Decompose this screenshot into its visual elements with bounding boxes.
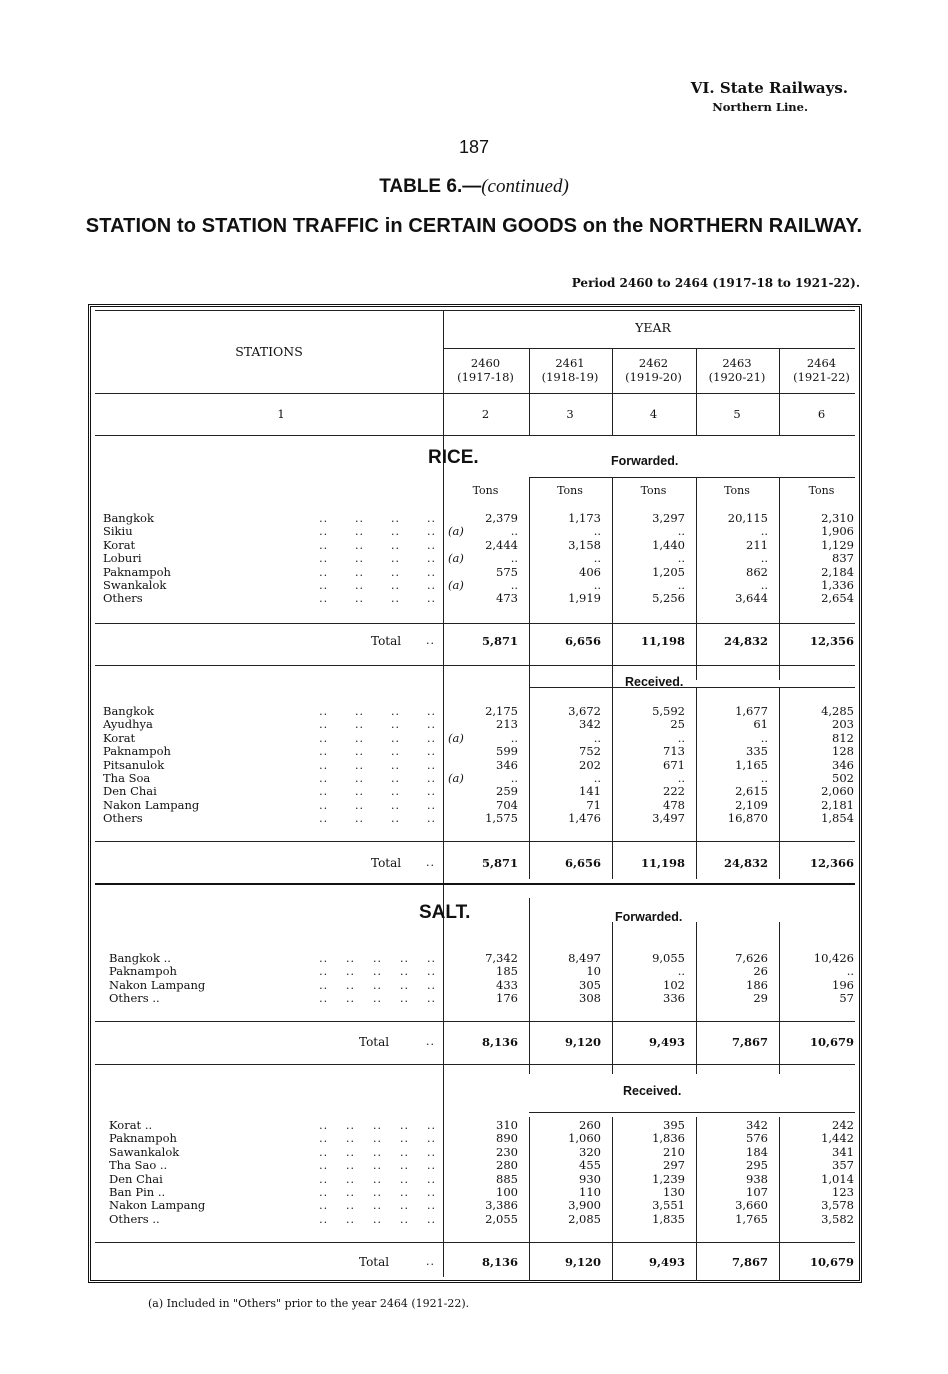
- station-name: Others ..: [109, 1211, 160, 1226]
- value-cell: 213: [496, 717, 518, 732]
- total-cell: 24,832: [723, 856, 768, 870]
- value-cell: 1,239: [652, 1171, 685, 1186]
- year-label: 2460: [470, 356, 501, 370]
- value-cell: 713: [663, 744, 685, 759]
- value-cell: ..: [846, 964, 854, 979]
- value-cell: 210: [663, 1144, 685, 1159]
- station-name: Others ..: [109, 991, 160, 1006]
- total-cell: 24,832: [723, 634, 768, 648]
- value-cell: 1,173: [568, 511, 601, 525]
- value-cell: 25: [670, 717, 685, 732]
- leader-dots: .. .. .. ..: [319, 745, 436, 759]
- total-cell: 9,120: [564, 1255, 601, 1269]
- value-cell: 1,205: [652, 564, 685, 579]
- value-cell: 862: [746, 564, 768, 579]
- value-cell: 576: [746, 1131, 768, 1146]
- value-cell: 890: [496, 1131, 518, 1146]
- note-marker: (a): [448, 771, 464, 785]
- station-name: Bangkok: [103, 511, 154, 525]
- value-cell: 2,175: [485, 704, 518, 718]
- station-name: Den Chai: [109, 1171, 163, 1186]
- value-cell: 3,582: [821, 1211, 854, 1226]
- value-cell: ..: [677, 730, 685, 745]
- value-cell: ..: [760, 730, 768, 745]
- total-cell: 8,136: [481, 1035, 518, 1049]
- value-cell: ..: [593, 578, 601, 592]
- year-label: 2463: [722, 356, 752, 370]
- value-cell: 305: [579, 977, 601, 992]
- value-cell: ..: [760, 551, 768, 566]
- footnote: (a) Included in "Others" prior to the year 2464 (1921-22).: [148, 1297, 470, 1310]
- salt-forwarded-label: Forwarded.: [615, 910, 683, 924]
- leader-dots: .. .. .. .. ..: [319, 1212, 436, 1226]
- value-cell: ..: [593, 524, 601, 539]
- leader-dots: .. .. .. .. ..: [319, 1172, 436, 1186]
- value-cell: 57: [839, 991, 854, 1006]
- value-cell: 5,256: [652, 591, 685, 606]
- column-number: 1: [277, 407, 285, 421]
- total-cell: 11,198: [640, 856, 685, 870]
- station-name: Nakon Lampang: [103, 797, 200, 812]
- value-cell: ..: [510, 771, 518, 785]
- station-name: Ban Pin ..: [109, 1185, 166, 1199]
- value-cell: 1,476: [568, 811, 601, 826]
- value-cell: 259: [496, 784, 518, 799]
- value-cell: 16,870: [727, 811, 768, 826]
- value-cell: 2,310: [821, 511, 854, 525]
- value-cell: 342: [746, 1118, 768, 1132]
- value-cell: 3,672: [568, 704, 601, 718]
- year-ad-label: (1921-22): [793, 370, 850, 384]
- year-header: YEAR: [635, 320, 671, 335]
- value-cell: 242: [832, 1118, 854, 1132]
- value-cell: 176: [496, 991, 518, 1006]
- value-cell: 2,181: [821, 797, 854, 812]
- period-label: Period 2460 to 2464 (1917-18 to 1921-22).: [571, 276, 860, 290]
- leader-dots: .. .. .. .. ..: [319, 1186, 436, 1199]
- leader-dots: .. .. .. ..: [319, 772, 436, 785]
- value-cell: 185: [496, 964, 518, 979]
- value-cell: 3,578: [821, 1198, 854, 1213]
- total-label: Total: [359, 1255, 390, 1269]
- value-cell: 141: [579, 784, 601, 799]
- total-cell: 6,656: [564, 856, 601, 870]
- value-cell: 7,342: [485, 951, 518, 965]
- value-cell: 599: [496, 744, 518, 759]
- total-cell: 9,493: [648, 1255, 685, 1269]
- value-cell: ..: [677, 578, 685, 592]
- value-cell: 812: [832, 730, 854, 745]
- salt-received-label: Received.: [623, 1084, 682, 1098]
- leader-dots: .. .. .. ..: [319, 565, 436, 579]
- value-cell: 5,592: [652, 704, 685, 718]
- value-cell: 1,014: [821, 1171, 854, 1186]
- value-cell: 2,109: [735, 797, 768, 812]
- year-ad-label: (1920-21): [708, 370, 766, 384]
- value-cell: 1,854: [821, 811, 854, 826]
- value-cell: 4,285: [821, 704, 854, 718]
- station-name: Tha Sao ..: [109, 1158, 168, 1173]
- value-cell: 346: [496, 757, 518, 772]
- value-cell: 930: [579, 1171, 601, 1186]
- year-ad-label: (1919-20): [625, 370, 682, 384]
- value-cell: 357: [832, 1158, 854, 1173]
- value-cell: ..: [593, 730, 601, 745]
- leader-dots: .. .. .. ..: [319, 812, 436, 826]
- value-cell: 575: [496, 564, 518, 579]
- value-cell: ..: [677, 551, 685, 566]
- column-number: 6: [817, 407, 826, 421]
- leader-dots: .. .. .. ..: [319, 705, 436, 718]
- value-cell: 346: [832, 757, 854, 772]
- value-cell: 938: [746, 1171, 768, 1186]
- note-marker: (a): [448, 524, 464, 539]
- value-cell: 196: [832, 977, 854, 992]
- note-marker: (a): [448, 730, 464, 745]
- leader-dots: ..: [426, 856, 435, 869]
- value-cell: 3,660: [735, 1198, 768, 1213]
- line-subheading: Northern Line.: [712, 100, 808, 114]
- value-cell: 230: [496, 1144, 518, 1159]
- value-cell: 2,654: [821, 591, 854, 606]
- note-marker: (a): [448, 578, 464, 592]
- column-number: 2: [481, 407, 490, 421]
- value-cell: 2,615: [735, 784, 768, 799]
- leader-dots: .. .. .. ..: [319, 538, 436, 552]
- value-cell: ..: [510, 551, 518, 566]
- total-cell: 12,366: [809, 856, 854, 870]
- value-cell: 342: [579, 717, 601, 732]
- year-label: 2464: [806, 356, 837, 370]
- value-cell: 1,575: [485, 811, 518, 826]
- station-name: Tha Soa: [103, 771, 151, 785]
- value-cell: 406: [579, 564, 601, 579]
- value-cell: 341: [832, 1144, 854, 1159]
- value-cell: 3,551: [652, 1198, 685, 1213]
- value-cell: 310: [496, 1118, 518, 1132]
- value-cell: 20,115: [727, 511, 768, 525]
- leader-dots: .. .. .. .. ..: [319, 978, 436, 992]
- total-cell: 12,356: [809, 634, 854, 648]
- total-label: Total: [359, 1035, 390, 1049]
- value-cell: ..: [760, 524, 768, 539]
- value-cell: 297: [663, 1158, 685, 1173]
- leader-dots: .. .. .. ..: [319, 731, 436, 745]
- year-ad-label: (1918-19): [541, 370, 599, 384]
- value-cell: 752: [579, 744, 601, 759]
- value-cell: ..: [677, 964, 685, 979]
- year-label: 2461: [555, 356, 585, 370]
- value-cell: 202: [579, 757, 601, 772]
- value-cell: 280: [496, 1158, 518, 1173]
- value-cell: 295: [746, 1158, 768, 1173]
- station-name: Nakon Lampang: [109, 977, 206, 992]
- value-cell: 1,060: [568, 1131, 601, 1146]
- value-cell: 1,165: [735, 757, 768, 772]
- value-cell: 1,906: [821, 524, 854, 539]
- page-number: 187: [458, 137, 490, 157]
- total-cell: 7,867: [731, 1035, 768, 1049]
- total-label: Total: [371, 634, 402, 648]
- leader-dots: .. .. .. .. ..: [319, 965, 436, 979]
- value-cell: ..: [593, 551, 601, 566]
- unit-label: Tons: [557, 484, 583, 497]
- total-cell: 10,679: [809, 1035, 854, 1049]
- value-cell: 3,644: [735, 591, 768, 606]
- station-name: Paknampoh: [109, 1131, 177, 1146]
- value-cell: 1,442: [821, 1131, 854, 1146]
- total-cell: 5,871: [481, 634, 518, 648]
- value-cell: ..: [760, 771, 768, 785]
- value-cell: 184: [746, 1144, 768, 1159]
- value-cell: 7,626: [735, 951, 768, 965]
- value-cell: 61: [753, 717, 768, 732]
- station-name: Den Chai: [103, 784, 157, 799]
- value-cell: 203: [832, 717, 854, 732]
- leader-dots: ..: [426, 1035, 435, 1048]
- column-number: 4: [649, 407, 658, 421]
- value-cell: ..: [593, 771, 601, 785]
- value-cell: 130: [663, 1185, 685, 1199]
- value-cell: 10,426: [813, 951, 854, 965]
- value-cell: ..: [510, 730, 518, 745]
- station-name: Korat: [103, 537, 136, 552]
- total-cell: 11,198: [640, 634, 685, 648]
- value-cell: 885: [496, 1171, 518, 1186]
- station-name: Swankalok: [103, 578, 167, 592]
- value-cell: 3,386: [485, 1198, 518, 1213]
- value-cell: 2,379: [485, 511, 518, 525]
- leader-dots: .. .. .. ..: [319, 579, 436, 592]
- value-cell: 837: [832, 551, 854, 566]
- value-cell: 1,765: [735, 1211, 768, 1226]
- value-cell: 3,900: [568, 1198, 601, 1213]
- main-title: STATION to STATION TRAFFIC in CERTAIN GOODS on the NORTHERN RAILWAY.: [85, 215, 863, 237]
- value-cell: 3,497: [652, 811, 685, 826]
- leader-dots: .. .. .. ..: [319, 785, 436, 799]
- value-cell: 502: [832, 771, 854, 785]
- section-heading: VI. State Railways.: [690, 79, 848, 97]
- column-number: 3: [566, 407, 574, 421]
- leader-dots: .. .. .. .. ..: [319, 1199, 436, 1213]
- column-number: 5: [733, 407, 741, 421]
- value-cell: 222: [663, 784, 685, 799]
- value-cell: 308: [579, 991, 601, 1006]
- value-cell: 2,055: [485, 1211, 518, 1226]
- leader-dots: .. .. .. .. ..: [319, 1159, 436, 1173]
- station-name: Others: [103, 591, 143, 606]
- value-cell: 1,677: [735, 704, 768, 718]
- leader-dots: .. .. .. .. ..: [319, 1132, 436, 1146]
- year-label: 2462: [638, 356, 669, 370]
- value-cell: 2,444: [485, 537, 518, 552]
- total-cell: 10,679: [809, 1255, 854, 1269]
- value-cell: 1,836: [652, 1131, 685, 1146]
- leader-dots: .. .. .. ..: [319, 525, 436, 539]
- value-cell: ..: [510, 578, 518, 592]
- station-name: Korat ..: [109, 1118, 153, 1132]
- leader-dots: .. .. .. .. ..: [319, 1119, 436, 1132]
- total-cell: 9,493: [648, 1035, 685, 1049]
- value-cell: 102: [663, 977, 685, 992]
- stations-header: STATIONS: [235, 344, 303, 359]
- leader-dots: ..: [426, 634, 435, 647]
- value-cell: 26: [753, 964, 768, 979]
- station-name: Korat: [103, 730, 136, 745]
- value-cell: 128: [832, 744, 854, 759]
- value-cell: 433: [496, 977, 518, 992]
- value-cell: 260: [579, 1118, 601, 1132]
- value-cell: 211: [746, 537, 768, 552]
- value-cell: 1,129: [821, 537, 854, 552]
- station-name: Ayudhya: [103, 717, 153, 732]
- total-cell: 5,871: [481, 856, 518, 870]
- value-cell: 100: [496, 1185, 518, 1199]
- total-cell: 6,656: [564, 634, 601, 648]
- value-cell: 671: [663, 757, 685, 772]
- station-name: Sawankalok: [109, 1144, 180, 1159]
- leader-dots: .. .. .. ..: [319, 758, 436, 772]
- station-name: Bangkok: [103, 704, 154, 718]
- value-cell: 704: [496, 797, 518, 812]
- value-cell: 1,336: [821, 578, 854, 592]
- value-cell: 2,184: [821, 564, 854, 579]
- leader-dots: .. .. .. .. ..: [319, 992, 436, 1006]
- total-label: Total: [371, 856, 402, 870]
- value-cell: 110: [579, 1185, 601, 1199]
- leader-dots: ..: [426, 1255, 435, 1268]
- value-cell: 3,297: [652, 511, 685, 525]
- value-cell: 2,085: [568, 1211, 601, 1226]
- total-cell: 9,120: [564, 1035, 601, 1049]
- value-cell: 335: [746, 744, 768, 759]
- value-cell: 473: [496, 591, 518, 606]
- value-cell: 186: [746, 977, 768, 992]
- value-cell: 395: [663, 1118, 685, 1132]
- unit-label: Tons: [724, 484, 750, 497]
- station-name: Paknampoh: [103, 744, 171, 759]
- value-cell: 29: [753, 991, 768, 1006]
- value-cell: ..: [510, 524, 518, 539]
- leader-dots: .. .. .. ..: [319, 592, 436, 606]
- table-title: [0, 176, 948, 198]
- value-cell: 9,055: [652, 951, 685, 965]
- station-name: Paknampoh: [103, 564, 171, 579]
- leader-dots: .. .. .. .. ..: [319, 952, 436, 965]
- value-cell: 455: [579, 1158, 601, 1173]
- value-cell: 478: [663, 797, 685, 812]
- leader-dots: .. .. .. .. ..: [319, 1145, 436, 1159]
- value-cell: 1,919: [568, 591, 601, 606]
- value-cell: 336: [663, 991, 685, 1006]
- rice-title: RICE.: [428, 447, 479, 468]
- table-title-continued: (continued): [481, 176, 569, 197]
- value-cell: 2,060: [821, 784, 854, 799]
- leader-dots: .. .. .. ..: [319, 798, 436, 812]
- rice-received-label: Received.: [625, 675, 684, 689]
- unit-label: Tons: [640, 484, 667, 497]
- total-cell: 8,136: [481, 1255, 518, 1269]
- station-name: Bangkok ..: [109, 951, 171, 965]
- station-name: Paknampoh: [109, 964, 177, 979]
- total-cell: 7,867: [731, 1255, 768, 1269]
- unit-label: Tons: [472, 484, 499, 497]
- leader-dots: .. .. .. ..: [319, 512, 436, 525]
- station-name: Others: [103, 811, 143, 826]
- leader-dots: .. .. .. ..: [319, 718, 436, 732]
- value-cell: 8,497: [568, 951, 601, 965]
- value-cell: 10: [586, 964, 601, 979]
- year-ad-label: (1917-18): [457, 370, 514, 384]
- station-name: Sikiu: [103, 524, 133, 539]
- table-title-main: TABLE 6.—: [379, 176, 482, 197]
- value-cell: ..: [677, 524, 685, 539]
- value-cell: 123: [832, 1185, 854, 1199]
- leader-dots: .. .. .. ..: [319, 552, 436, 566]
- rice-forwarded-label: Forwarded.: [611, 454, 679, 468]
- unit-label: Tons: [808, 484, 835, 497]
- station-name: Loburi: [103, 551, 142, 566]
- value-cell: 107: [746, 1185, 768, 1199]
- station-name: Nakon Lampang: [109, 1198, 206, 1213]
- value-cell: 1,440: [652, 537, 685, 552]
- note-marker: (a): [448, 551, 464, 566]
- value-cell: 71: [586, 797, 601, 812]
- value-cell: 320: [579, 1144, 601, 1159]
- station-name: Pitsanulok: [103, 757, 165, 772]
- value-cell: 3,158: [568, 537, 601, 552]
- value-cell: ..: [677, 771, 685, 785]
- salt-title: SALT.: [419, 902, 471, 923]
- traffic-table: [88, 304, 862, 1283]
- value-cell: ..: [760, 578, 768, 592]
- value-cell: 1,835: [652, 1211, 685, 1226]
